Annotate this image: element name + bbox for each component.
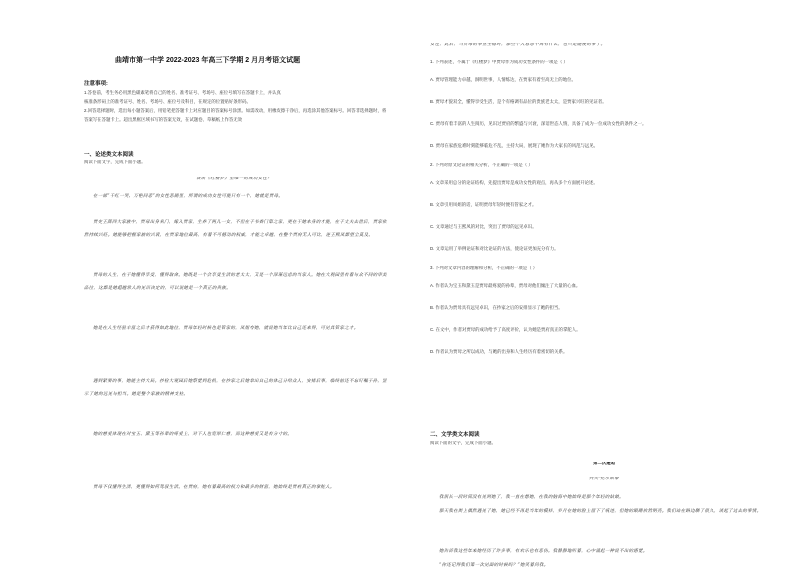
- story-paragraph: 她告诉我这些年来她经历了许多事，有欢乐也有悲伤。我静静地听着，心中涌起一种说不出的感觉。: [439, 549, 648, 554]
- exam-title: 曲靖市第一中学 2022-2023 年高三下学期 2 月月考语文试题: [115, 57, 301, 64]
- question-option: A. 贾母管理能力卓越，洞明世事，人情练达，在贾家有着至高无上的地位。: [430, 77, 576, 82]
- left-column: [0, 0, 402, 562]
- question-option: D. 作者认为贾母之所以成功，与她的出身和人生经历有着密切的关系。: [430, 349, 568, 354]
- question-option: B. 贾母才貌双全，懂得享受生活，是个有格调有品位的贵族老太太，是贾家兴旺的见证者。: [430, 99, 607, 104]
- section1-heading: 一、论述类文本阅读: [84, 152, 134, 158]
- article-paragraph: 她的慈爱体现在对宝玉、黛玉等孙辈的疼爱上，对下人也宽厚仁慈，而这种慈爱又是有分寸的。: [93, 432, 293, 437]
- story-paragraph: 我很长一段时间没有见到她了，我一直在想她，在我的脑海中她始终是那个年轻的姑娘。: [439, 495, 624, 500]
- article-title: 谈谈《红楼梦》里唯一的成功女性？: [196, 177, 272, 181]
- question-option: C. 贾母有着丰富的人生阅历，见识过贾府的繁盛与兴衰，深谙世态人情，具备了成为一位成功女性的条件之一。: [430, 121, 647, 126]
- question-option: B. 作者认为贾母具有远见卓识，在抄家之后的安排显示了她的担当。: [430, 305, 563, 310]
- question-option: D. 文章运用了举例论证和对比论证的方法，使论证更加充分有力。: [430, 246, 559, 251]
- article-paragraph: 贾史王薛四大家族中，贾母出身名门，嫁入贾家，生养了两儿一女，不但在于书香门第之家，更在于她本身的才能，在于丈夫去世后，贾家依然持续兴旺。她能够把握家族的兴衰，在贾家地位最高，有着不可撼动的权威，才能之卓越，在整个贾府无人可比，连王熙凤都望尘莫及。: [84, 220, 387, 238]
- story-author: 列夫·托尔斯泰: [588, 477, 620, 481]
- article-paragraph: 遇到紧要的事，她能主持大局。抄检大观园后她察觉到危机，在抄家之后她拿出自己的体己分给众人，安排后事，临终前还不忘叮嘱子孙，显示了她的远见与担当。她是整个家族的精神支柱。: [84, 379, 387, 397]
- question-option: A. 作者认为宝玉和黛玉是贾母最疼爱的孙辈，贾母对他们倾注了大量的心血。: [430, 283, 581, 288]
- notes-line: 1.答卷前，考生务必用黑色碳素笔将自己的姓名、准考证号、考场号、座位号填写在答题卡上，并认真: [84, 90, 281, 95]
- question-option: C. 在文中，作者对贾母的成功给予了高度评价，认为她是贾府真正的掌舵人。: [430, 327, 581, 332]
- section2-heading: 二、文学类文本阅读: [430, 432, 480, 438]
- question-option: D. 贾母在家族危难时刻能够临危不乱，主持大局，展现了她作为大家长的风范与远见。: [430, 143, 599, 148]
- question-option: C. 文章通过与王熙凤的对比，突出了贾母的远见卓识。: [430, 224, 537, 229]
- question-option: B. 文章引用凤姐的话，证明贾母年轻时便有管家之才。: [430, 202, 537, 207]
- notes-heading: 注意事项:: [84, 81, 108, 87]
- story-paragraph: 那天我在街上偶然遇见了她，她已经不再是当年的模样，岁月在她的脸上留下了痕迹，但她的眼睛依然明亮。我们站在路边聊了很久，谈起了过去的事情。: [439, 509, 762, 514]
- question-stem: 1. 下列表述，不属于《红楼梦》中贾母作为成功女性条件的一项是（ ）: [430, 60, 568, 64]
- article-paragraph: 在一部“千红一哭、万艳同悲”的女性悲剧里，所谓的成功女性可能只有一个，她就是贾母。: [93, 194, 284, 199]
- article-paragraph: 贾母的人生，在于她懂得享受，懂得取舍。她既是一个会享受生活的老太太，又是一个深谋远虑的当家人。她在大观园里有着与众不同的审美品位，这都是她超越常人的见识决定的，可以说她是一个真正的贵族。: [84, 273, 387, 291]
- question-stem: 3. 下列对文章内容的理解和分析，不正确的一项是（ ）: [430, 266, 538, 270]
- article-paragraph: 贾母不仅懂得生活，更懂得如何驾驭生活。在贾府，她有着最高的权力和最多的财富，她始终是贾府真正的掌舵人。: [93, 485, 335, 490]
- story-paragraph: “你还记得我们第一次见面的时候吗？”她笑着问我。: [439, 563, 549, 568]
- notes-line: 2.回答选择题时，选出每小题答案后，用铅笔把答题卡上对应题目的答案标号涂黑。如需改动，用橡皮擦干净后，再选涂其他答案标号。回答非选择题时，将答案写在答题卡上。超出黑框区域书写的答案无效，在试题卷、草稿纸上作答无效: [84, 108, 387, 122]
- story-title: 第二次邂逅: [593, 462, 615, 466]
- question-option: A. 文章采用总分的论证结构，先提出贾母是成功女性的观点，再从多个方面展开论述。: [430, 180, 598, 185]
- section1-instruction: 阅读下面文字，完成下面小题。: [84, 160, 146, 164]
- section2-instruction: 阅读下面的文字，完成下面小题。: [430, 441, 496, 445]
- question-stem: 2. 下列对原文论证的相关分析，不正确的一项是（ ）: [430, 163, 533, 167]
- notes-line: 核准条形码上的准考证号、姓名、考场号、座位号及科目，在规定的位置贴好条形码。: [84, 99, 251, 104]
- article-paragraph: 她是在人生经验丰富之后才获得如此地位，贾母年轻时候也是管家的，凤姐夸她，就说她当年比自己还来得，可见其管家之才。: [93, 326, 359, 331]
- right-column: [402, 0, 794, 568]
- right-intro: 女性，此后，当贾母的事业坐稳时，那些个人恩怨不再有什么，也只是随便的事了。: [430, 43, 606, 47]
